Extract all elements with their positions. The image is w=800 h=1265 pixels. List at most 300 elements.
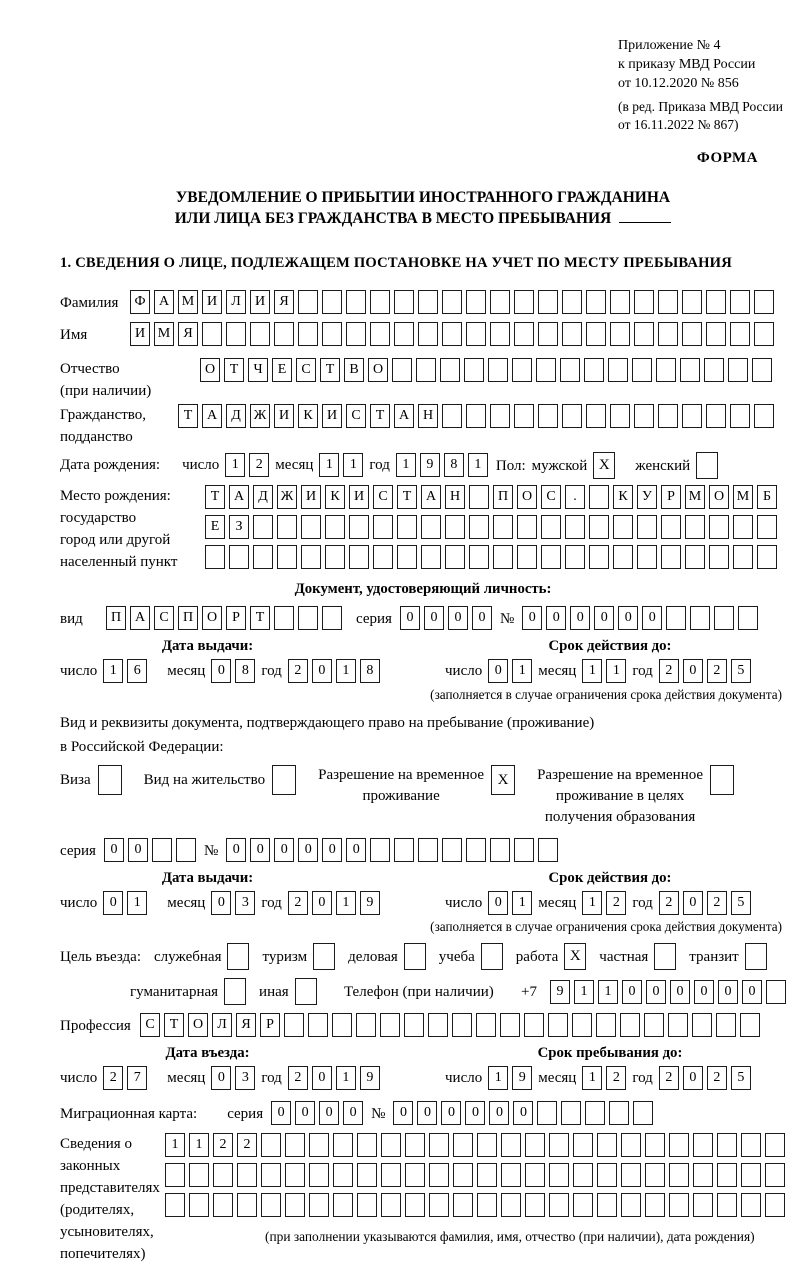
- char-box[interactable]: [370, 838, 390, 862]
- char-box[interactable]: 0: [312, 891, 332, 915]
- doc-type-field[interactable]: [106, 606, 342, 630]
- char-box[interactable]: [253, 515, 273, 539]
- char-box[interactable]: [428, 1013, 448, 1037]
- char-box[interactable]: П: [178, 606, 198, 630]
- char-box[interactable]: 7: [127, 1066, 147, 1090]
- char-box[interactable]: К: [325, 485, 345, 509]
- char-box[interactable]: [586, 404, 606, 428]
- char-box[interactable]: [165, 1193, 185, 1217]
- char-box[interactable]: [562, 322, 582, 346]
- char-box[interactable]: С: [373, 485, 393, 509]
- char-box[interactable]: [765, 1193, 785, 1217]
- char-box[interactable]: [309, 1133, 329, 1157]
- char-box[interactable]: [565, 515, 585, 539]
- char-box[interactable]: [357, 1193, 377, 1217]
- char-box[interactable]: [394, 322, 414, 346]
- char-box[interactable]: [404, 943, 426, 970]
- char-box[interactable]: [573, 1133, 593, 1157]
- char-box[interactable]: 6: [127, 659, 147, 683]
- temp-residence-checkbox[interactable]: [491, 765, 515, 795]
- char-box[interactable]: [476, 1013, 496, 1037]
- char-box[interactable]: [561, 1101, 581, 1125]
- char-box[interactable]: О: [202, 606, 222, 630]
- char-box[interactable]: О: [200, 358, 220, 382]
- char-box[interactable]: А: [421, 485, 441, 509]
- char-box[interactable]: [429, 1163, 449, 1187]
- char-box[interactable]: Т: [370, 404, 390, 428]
- char-box[interactable]: [730, 404, 750, 428]
- char-box[interactable]: [464, 358, 484, 382]
- char-box[interactable]: Т: [320, 358, 340, 382]
- char-box[interactable]: 0: [472, 606, 492, 630]
- char-box[interactable]: 0: [618, 606, 638, 630]
- char-box[interactable]: О: [517, 485, 537, 509]
- stay-day[interactable]: [488, 1066, 532, 1090]
- char-box[interactable]: [757, 515, 777, 539]
- char-box[interactable]: [685, 515, 705, 539]
- birth-year-field[interactable]: [396, 453, 488, 477]
- char-box[interactable]: А: [394, 404, 414, 428]
- residence-issue-year[interactable]: [288, 891, 380, 915]
- char-box[interactable]: [717, 1133, 737, 1157]
- char-box[interactable]: [261, 1193, 281, 1217]
- char-box[interactable]: [205, 545, 225, 569]
- char-box[interactable]: 9: [420, 453, 440, 477]
- gender-male-checkbox[interactable]: [593, 452, 615, 479]
- tourism-checkbox[interactable]: [313, 943, 335, 970]
- char-box[interactable]: [284, 1013, 304, 1037]
- stay-year[interactable]: [659, 1066, 751, 1090]
- char-box[interactable]: [309, 1193, 329, 1217]
- work-checkbox[interactable]: [564, 943, 586, 970]
- char-box[interactable]: [704, 358, 724, 382]
- char-box[interactable]: [621, 1133, 641, 1157]
- char-box[interactable]: [538, 838, 558, 862]
- char-box[interactable]: 0: [274, 838, 294, 862]
- char-box[interactable]: [481, 943, 503, 970]
- char-box[interactable]: [346, 290, 366, 314]
- char-box[interactable]: [277, 515, 297, 539]
- char-box[interactable]: [373, 515, 393, 539]
- char-box[interactable]: [514, 404, 534, 428]
- char-box[interactable]: 3: [235, 891, 255, 915]
- char-box[interactable]: [714, 606, 734, 630]
- char-box[interactable]: [349, 545, 369, 569]
- char-box[interactable]: [274, 322, 294, 346]
- char-box[interactable]: [745, 943, 767, 970]
- char-box[interactable]: [357, 1133, 377, 1157]
- char-box[interactable]: [325, 515, 345, 539]
- char-box[interactable]: 0: [343, 1101, 363, 1125]
- char-box[interactable]: М: [733, 485, 753, 509]
- char-box[interactable]: [696, 452, 718, 479]
- char-box[interactable]: 0: [683, 1066, 703, 1090]
- residence-number-field[interactable]: [226, 838, 558, 862]
- char-box[interactable]: 8: [235, 659, 255, 683]
- char-box[interactable]: [416, 358, 436, 382]
- char-box[interactable]: [541, 545, 561, 569]
- residence-valid-year[interactable]: [659, 891, 751, 915]
- char-box[interactable]: 2: [249, 453, 269, 477]
- char-box[interactable]: [680, 358, 700, 382]
- char-box[interactable]: [333, 1193, 353, 1217]
- char-box[interactable]: 0: [489, 1101, 509, 1125]
- char-box[interactable]: 0: [642, 606, 662, 630]
- patronymic-field[interactable]: [200, 358, 772, 382]
- char-box[interactable]: У: [637, 485, 657, 509]
- char-box[interactable]: 8: [444, 453, 464, 477]
- char-box[interactable]: [536, 358, 556, 382]
- char-box[interactable]: [634, 404, 654, 428]
- phone-field[interactable]: [550, 980, 786, 1004]
- char-box[interactable]: [754, 404, 774, 428]
- char-box[interactable]: 0: [594, 606, 614, 630]
- char-box[interactable]: 2: [288, 1066, 308, 1090]
- char-box[interactable]: [754, 322, 774, 346]
- char-box[interactable]: 0: [226, 838, 246, 862]
- char-box[interactable]: [429, 1193, 449, 1217]
- char-box[interactable]: [501, 1133, 521, 1157]
- char-box[interactable]: 0: [393, 1101, 413, 1125]
- char-box[interactable]: [237, 1193, 257, 1217]
- char-box[interactable]: [661, 545, 681, 569]
- char-box[interactable]: [514, 838, 534, 862]
- char-box[interactable]: 0: [417, 1101, 437, 1125]
- char-box[interactable]: [346, 322, 366, 346]
- char-box[interactable]: 9: [550, 980, 570, 1004]
- char-box[interactable]: Д: [253, 485, 273, 509]
- char-box[interactable]: [189, 1193, 209, 1217]
- char-box[interactable]: [669, 1133, 689, 1157]
- char-box[interactable]: [765, 1163, 785, 1187]
- char-box[interactable]: [333, 1133, 353, 1157]
- char-box[interactable]: [442, 322, 462, 346]
- char-box[interactable]: 0: [742, 980, 762, 1004]
- char-box[interactable]: 0: [211, 659, 231, 683]
- char-box[interactable]: Ч: [248, 358, 268, 382]
- char-box[interactable]: [754, 290, 774, 314]
- char-box[interactable]: [325, 545, 345, 569]
- char-box[interactable]: А: [130, 606, 150, 630]
- char-box[interactable]: [644, 1013, 664, 1037]
- char-box[interactable]: [285, 1193, 305, 1217]
- char-box[interactable]: [740, 1013, 760, 1037]
- char-box[interactable]: [224, 978, 246, 1005]
- char-box[interactable]: [176, 838, 196, 862]
- birth-month-field[interactable]: [319, 453, 363, 477]
- char-box[interactable]: [237, 1163, 257, 1187]
- char-box[interactable]: И: [301, 485, 321, 509]
- char-box[interactable]: [298, 322, 318, 346]
- char-box[interactable]: 1: [512, 891, 532, 915]
- char-box[interactable]: [477, 1163, 497, 1187]
- char-box[interactable]: [165, 1163, 185, 1187]
- char-box[interactable]: 1: [165, 1133, 185, 1157]
- char-box[interactable]: [469, 545, 489, 569]
- char-box[interactable]: З: [229, 515, 249, 539]
- char-box[interactable]: [658, 290, 678, 314]
- char-box[interactable]: [728, 358, 748, 382]
- char-box[interactable]: [285, 1163, 305, 1187]
- char-box[interactable]: 0: [312, 1066, 332, 1090]
- char-box[interactable]: 0: [103, 891, 123, 915]
- profession-field[interactable]: [140, 1013, 760, 1037]
- char-box[interactable]: [453, 1163, 473, 1187]
- char-box[interactable]: 0: [250, 838, 270, 862]
- char-box[interactable]: [272, 765, 296, 795]
- char-box[interactable]: [589, 515, 609, 539]
- char-box[interactable]: [658, 322, 678, 346]
- char-box[interactable]: И: [250, 290, 270, 314]
- char-box[interactable]: [453, 1133, 473, 1157]
- char-box[interactable]: [525, 1133, 545, 1157]
- char-box[interactable]: [469, 485, 489, 509]
- study-checkbox[interactable]: [481, 943, 503, 970]
- char-box[interactable]: [654, 943, 676, 970]
- char-box[interactable]: [349, 515, 369, 539]
- char-box[interactable]: [741, 1133, 761, 1157]
- char-box[interactable]: [549, 1163, 569, 1187]
- char-box[interactable]: X: [593, 452, 615, 479]
- char-box[interactable]: Е: [205, 515, 225, 539]
- char-box[interactable]: [685, 545, 705, 569]
- char-box[interactable]: [370, 322, 390, 346]
- char-box[interactable]: [442, 290, 462, 314]
- char-box[interactable]: И: [274, 404, 294, 428]
- doc-valid-day[interactable]: [488, 659, 532, 683]
- char-box[interactable]: X: [491, 765, 515, 795]
- char-box[interactable]: [442, 838, 462, 862]
- char-box[interactable]: М: [154, 322, 174, 346]
- char-box[interactable]: [586, 322, 606, 346]
- char-box[interactable]: [298, 290, 318, 314]
- char-box[interactable]: [405, 1193, 425, 1217]
- char-box[interactable]: [738, 606, 758, 630]
- char-box[interactable]: [584, 358, 604, 382]
- char-box[interactable]: 0: [298, 838, 318, 862]
- char-box[interactable]: Т: [397, 485, 417, 509]
- name-field[interactable]: [130, 322, 774, 346]
- char-box[interactable]: 8: [360, 659, 380, 683]
- other-checkbox[interactable]: [295, 978, 317, 1005]
- char-box[interactable]: [562, 404, 582, 428]
- char-box[interactable]: 2: [707, 1066, 727, 1090]
- representatives-row2[interactable]: [165, 1163, 785, 1187]
- char-box[interactable]: [490, 322, 510, 346]
- char-box[interactable]: [666, 606, 686, 630]
- char-box[interactable]: [634, 322, 654, 346]
- birth-place-row1[interactable]: [205, 485, 777, 509]
- char-box[interactable]: [565, 545, 585, 569]
- char-box[interactable]: [733, 545, 753, 569]
- char-box[interactable]: [332, 1013, 352, 1037]
- char-box[interactable]: [333, 1163, 353, 1187]
- char-box[interactable]: [741, 1193, 761, 1217]
- char-box[interactable]: Л: [226, 290, 246, 314]
- char-box[interactable]: [541, 515, 561, 539]
- char-box[interactable]: [585, 1101, 605, 1125]
- char-box[interactable]: [597, 1163, 617, 1187]
- char-box[interactable]: [757, 545, 777, 569]
- char-box[interactable]: [453, 1193, 473, 1217]
- char-box[interactable]: Я: [236, 1013, 256, 1037]
- char-box[interactable]: О: [368, 358, 388, 382]
- char-box[interactable]: 2: [659, 1066, 679, 1090]
- char-box[interactable]: [493, 545, 513, 569]
- char-box[interactable]: Н: [445, 485, 465, 509]
- char-box[interactable]: [610, 404, 630, 428]
- residence-permit-checkbox[interactable]: [272, 765, 296, 795]
- char-box[interactable]: [645, 1193, 665, 1217]
- char-box[interactable]: [610, 290, 630, 314]
- char-box[interactable]: [490, 290, 510, 314]
- visa-checkbox[interactable]: [98, 765, 122, 795]
- char-box[interactable]: Ф: [130, 290, 150, 314]
- char-box[interactable]: [765, 1133, 785, 1157]
- char-box[interactable]: Т: [205, 485, 225, 509]
- char-box[interactable]: 0: [322, 838, 342, 862]
- char-box[interactable]: 0: [488, 891, 508, 915]
- char-box[interactable]: 0: [546, 606, 566, 630]
- stay-month[interactable]: [582, 1066, 626, 1090]
- char-box[interactable]: И: [322, 404, 342, 428]
- char-box[interactable]: [322, 290, 342, 314]
- char-box[interactable]: [512, 358, 532, 382]
- transit-checkbox[interactable]: [745, 943, 767, 970]
- char-box[interactable]: 2: [103, 1066, 123, 1090]
- char-box[interactable]: Я: [274, 290, 294, 314]
- char-box[interactable]: [693, 1193, 713, 1217]
- char-box[interactable]: С: [154, 606, 174, 630]
- char-box[interactable]: [189, 1163, 209, 1187]
- char-box[interactable]: П: [493, 485, 513, 509]
- char-box[interactable]: [766, 980, 786, 1004]
- char-box[interactable]: [682, 290, 702, 314]
- char-box[interactable]: С: [541, 485, 561, 509]
- char-box[interactable]: [309, 1163, 329, 1187]
- char-box[interactable]: [429, 1133, 449, 1157]
- char-box[interactable]: [469, 515, 489, 539]
- char-box[interactable]: [488, 358, 508, 382]
- char-box[interactable]: [397, 515, 417, 539]
- char-box[interactable]: [394, 838, 414, 862]
- char-box[interactable]: [632, 358, 652, 382]
- char-box[interactable]: И: [130, 322, 150, 346]
- char-box[interactable]: [322, 606, 342, 630]
- char-box[interactable]: [261, 1163, 281, 1187]
- char-box[interactable]: [690, 606, 710, 630]
- char-box[interactable]: [501, 1163, 521, 1187]
- char-box[interactable]: [370, 290, 390, 314]
- char-box[interactable]: [538, 322, 558, 346]
- char-box[interactable]: О: [709, 485, 729, 509]
- char-box[interactable]: 0: [400, 606, 420, 630]
- char-box[interactable]: [404, 1013, 424, 1037]
- char-box[interactable]: [380, 1013, 400, 1037]
- entry-year[interactable]: [288, 1066, 380, 1090]
- char-box[interactable]: Ж: [250, 404, 270, 428]
- char-box[interactable]: [637, 515, 657, 539]
- char-box[interactable]: [421, 545, 441, 569]
- char-box[interactable]: [549, 1133, 569, 1157]
- char-box[interactable]: [525, 1193, 545, 1217]
- char-box[interactable]: [730, 322, 750, 346]
- char-box[interactable]: О: [188, 1013, 208, 1037]
- char-box[interactable]: [477, 1193, 497, 1217]
- humanitarian-checkbox[interactable]: [224, 978, 246, 1005]
- char-box[interactable]: [261, 1133, 281, 1157]
- char-box[interactable]: Т: [178, 404, 198, 428]
- char-box[interactable]: М: [685, 485, 705, 509]
- char-box[interactable]: 1: [336, 891, 356, 915]
- char-box[interactable]: 3: [235, 1066, 255, 1090]
- char-box[interactable]: 1: [127, 891, 147, 915]
- char-box[interactable]: 1: [396, 453, 416, 477]
- char-box[interactable]: [440, 358, 460, 382]
- char-box[interactable]: [213, 1163, 233, 1187]
- char-box[interactable]: [730, 290, 750, 314]
- char-box[interactable]: 0: [346, 838, 366, 862]
- char-box[interactable]: [538, 290, 558, 314]
- char-box[interactable]: Р: [260, 1013, 280, 1037]
- entry-month[interactable]: [211, 1066, 255, 1090]
- char-box[interactable]: 0: [211, 1066, 231, 1090]
- char-box[interactable]: [620, 1013, 640, 1037]
- char-box[interactable]: [669, 1193, 689, 1217]
- char-box[interactable]: 1: [189, 1133, 209, 1157]
- citizenship-field[interactable]: [178, 404, 774, 428]
- char-box[interactable]: [621, 1193, 641, 1217]
- doc-valid-month[interactable]: [582, 659, 626, 683]
- char-box[interactable]: 1: [582, 659, 602, 683]
- char-box[interactable]: [609, 1101, 629, 1125]
- char-box[interactable]: 0: [312, 659, 332, 683]
- char-box[interactable]: [538, 404, 558, 428]
- char-box[interactable]: 1: [103, 659, 123, 683]
- char-box[interactable]: [597, 1133, 617, 1157]
- char-box[interactable]: 0: [670, 980, 690, 1004]
- char-box[interactable]: 9: [512, 1066, 532, 1090]
- char-box[interactable]: [301, 515, 321, 539]
- official-checkbox[interactable]: [227, 943, 249, 970]
- char-box[interactable]: 2: [237, 1133, 257, 1157]
- business-checkbox[interactable]: [404, 943, 426, 970]
- char-box[interactable]: [645, 1133, 665, 1157]
- char-box[interactable]: [373, 545, 393, 569]
- birth-day-field[interactable]: [225, 453, 269, 477]
- char-box[interactable]: [397, 545, 417, 569]
- char-box[interactable]: [227, 943, 249, 970]
- char-box[interactable]: 2: [606, 891, 626, 915]
- char-box[interactable]: [466, 322, 486, 346]
- char-box[interactable]: [706, 322, 726, 346]
- char-box[interactable]: [250, 322, 270, 346]
- char-box[interactable]: [645, 1163, 665, 1187]
- char-box[interactable]: [277, 545, 297, 569]
- char-box[interactable]: 9: [360, 891, 380, 915]
- char-box[interactable]: А: [202, 404, 222, 428]
- doc-issue-day[interactable]: [103, 659, 147, 683]
- char-box[interactable]: [500, 1013, 520, 1037]
- char-box[interactable]: [537, 1101, 557, 1125]
- char-box[interactable]: 0: [295, 1101, 315, 1125]
- char-box[interactable]: [517, 515, 537, 539]
- char-box[interactable]: С: [140, 1013, 160, 1037]
- char-box[interactable]: [442, 404, 462, 428]
- residence-valid-day[interactable]: [488, 891, 532, 915]
- char-box[interactable]: 1: [225, 453, 245, 477]
- char-box[interactable]: [213, 1193, 233, 1217]
